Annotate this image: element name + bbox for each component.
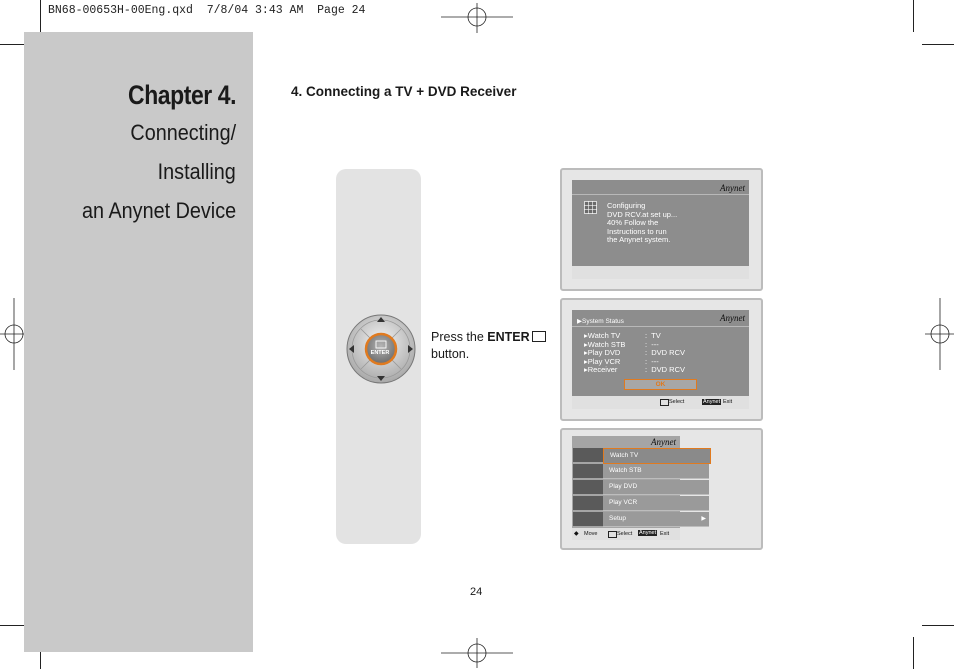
menu-item-watch-stb[interactable] — [603, 464, 709, 479]
row-arrow-icon: ▸ — [584, 348, 588, 357]
anynet-logo: Anynet — [651, 437, 676, 447]
menu-item-label: Watch TV — [610, 452, 639, 459]
status-value: : DVD RCV — [645, 365, 686, 374]
tv-screen-anynet-menu — [560, 428, 763, 550]
crop-mark — [40, 0, 41, 32]
menu-item-play-vcr[interactable] — [603, 496, 709, 511]
configuring-line-1: Configuring — [607, 201, 646, 210]
crop-mark — [913, 0, 914, 32]
section-title: 4. Connecting a TV + DVD Receiver — [291, 84, 517, 99]
row-value: --- — [651, 356, 659, 366]
vcr-icon — [573, 496, 603, 510]
row-arrow-icon: ▸ — [584, 339, 588, 349]
menu-footer — [572, 528, 680, 540]
instruction-enter-label: ENTER — [487, 330, 530, 344]
setup-grid-icon — [584, 201, 597, 214]
row-arrow-icon: ▸ — [584, 365, 588, 374]
footer-move: Move — [584, 530, 598, 537]
footer-select: Select — [669, 399, 685, 405]
remote-enter-label: ENTER — [370, 350, 390, 356]
osd-divider — [572, 194, 749, 195]
footer-anynet-badge: Anynet — [639, 530, 657, 536]
row-value: --- — [651, 339, 659, 349]
status-value: : TV — [645, 331, 661, 340]
configuring-line-5: the Anynet system. — [607, 235, 671, 244]
configuring-line-4: Instructions to run — [607, 226, 667, 236]
chapter-subtitle-line-1: Connecting/ — [130, 120, 236, 145]
tv-screen-configuring — [560, 168, 763, 291]
instruction-prefix: Press the — [431, 330, 488, 344]
status-value: : --- — [645, 339, 659, 349]
menu-panel — [572, 436, 706, 540]
registration-mark-top — [441, 3, 513, 33]
enter-icon — [660, 399, 669, 406]
footer-anynet-badge: Anynet — [703, 398, 721, 405]
menu-item-label: Play DVD — [609, 483, 638, 490]
row-label: Receiver — [587, 365, 618, 374]
set-top-box-icon — [573, 464, 603, 478]
gear-icon — [573, 512, 603, 526]
ok-button[interactable] — [624, 379, 697, 390]
menu-item-watch-tv[interactable] — [603, 448, 711, 464]
chapter-subtitle-line-2: Installing — [157, 159, 236, 184]
crop-mark — [922, 44, 954, 45]
footer-select: Select — [617, 530, 633, 537]
tv-screen-system-status — [560, 298, 763, 421]
chevron-right-icon: ▶ — [701, 515, 706, 522]
osd-divider — [572, 326, 749, 327]
row-value: TV — [651, 331, 661, 340]
row-value: DVD RCV — [651, 348, 686, 357]
ok-label: OK — [655, 381, 666, 388]
page-number: 24 — [470, 586, 483, 598]
footer-exit: Exit — [660, 530, 670, 537]
anynet-logo: Anynet — [720, 313, 745, 323]
file-header: BN68-00653H-00Eng.qxd 7/8/04 3:43 AM Page 24 — [48, 4, 366, 17]
osd-footer — [572, 396, 749, 409]
enter-icon — [608, 531, 617, 538]
status-heading-label: System Status — [582, 318, 624, 325]
registration-mark-right — [925, 298, 954, 370]
menu-item-label: Play VCR — [609, 499, 638, 506]
anynet-logo: Anynet — [720, 183, 745, 193]
osd-footer — [572, 266, 749, 279]
move-arrows-icon: ◆ — [574, 531, 579, 537]
status-heading — [577, 317, 624, 325]
configuring-line-3: 40% Follow the — [607, 218, 659, 227]
menu-item-label: Setup — [609, 515, 626, 522]
dvd-icon — [573, 480, 603, 494]
row-label: Play DVD — [587, 348, 621, 357]
status-value: : DVD RCV — [645, 348, 686, 357]
status-row-receiver — [584, 365, 617, 374]
osd-panel — [572, 310, 749, 409]
chapter-title: Chapter 4. — [128, 80, 236, 110]
tv-icon — [573, 448, 603, 462]
menu-item-label: Watch STB — [609, 467, 642, 474]
row-label: Play VCR — [587, 356, 621, 366]
row-arrow-icon: ▸ — [584, 331, 588, 340]
footer-exit: Exit — [723, 399, 733, 405]
crop-mark — [913, 637, 914, 669]
play-arrow-icon: ▶ — [577, 318, 582, 325]
row-value: DVD RCV — [651, 365, 686, 374]
instruction-suffix: button. — [431, 347, 470, 361]
row-label: Watch TV — [587, 331, 621, 340]
status-value: : --- — [645, 356, 659, 366]
instruction-text — [431, 329, 546, 363]
enter-button-icon — [532, 331, 546, 342]
remote-dpad-icon — [344, 313, 418, 385]
chapter-subtitle-line-3: an Anynet Device — [81, 198, 236, 223]
configuring-line-2: DVD RCV.at set up... — [607, 209, 678, 219]
row-arrow-icon: ▸ — [584, 356, 588, 366]
menu-item-setup[interactable] — [603, 512, 709, 527]
crop-mark — [922, 625, 954, 626]
registration-mark-bottom — [441, 638, 513, 668]
osd-panel — [572, 180, 749, 279]
row-label: Watch STB — [587, 339, 626, 349]
menu-item-play-dvd[interactable] — [603, 480, 709, 495]
